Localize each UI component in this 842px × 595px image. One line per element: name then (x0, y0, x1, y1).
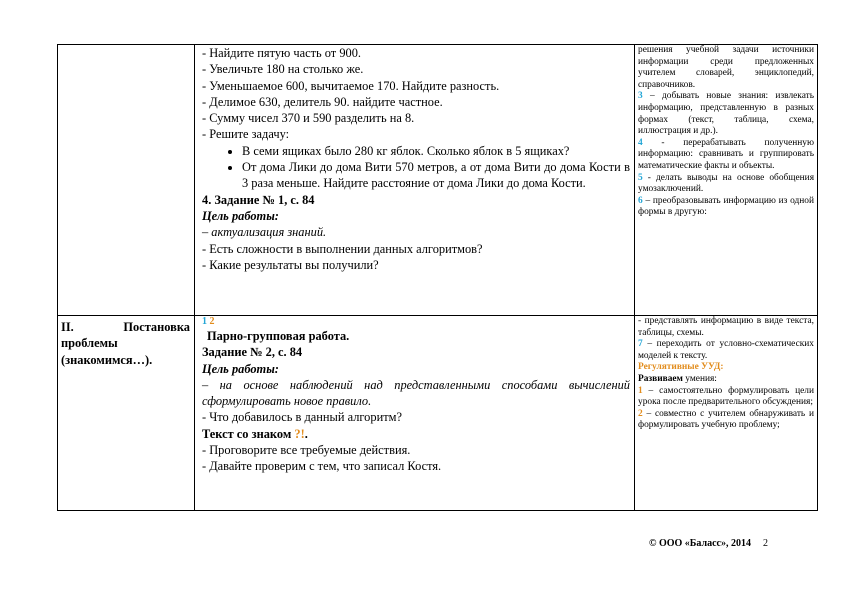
skill-paragraph (638, 173, 814, 196)
skill-paragraph (638, 91, 814, 137)
sign-line (202, 426, 630, 442)
goal-label: Цель работы: (202, 208, 279, 223)
skill-paragraph (638, 196, 814, 219)
sign-text: Текст со знаком (202, 426, 295, 441)
ref-number: 1 (202, 316, 207, 327)
goal-text: – актуализация знаний. (202, 225, 327, 240)
skill-text: – совместно с учителем обнаруживать и формулировать учебную проблему; (638, 408, 814, 431)
task-title: 4. Задание № 1, с. 84 (202, 192, 315, 207)
skill-text: – переходить от условно-схематических моделей к тексту. (638, 339, 814, 361)
question-line: - Есть сложности в выполнении данных алгоритмов? (202, 241, 483, 256)
task-line: - Найдите пятую часть от 900. (202, 46, 362, 60)
develop-line (638, 374, 814, 386)
skill-paragraph: решения учебной задачи источники информации среди предложенных учителем словарей, энциклопедий, справочников. (638, 45, 814, 90)
list-item: • В семи ящиках было 280 кг яблок. Сколько яблок в 5 ящиках? (242, 143, 630, 159)
activity-cell (195, 45, 635, 316)
task-line: - Уменьшаемое 600, вычитаемое 170. Найдите разность. (202, 78, 500, 93)
skill-number: 2 (638, 408, 643, 419)
develop-rest: умения: (682, 373, 717, 384)
skills-cell (635, 316, 818, 511)
page-number: 2 (763, 538, 768, 549)
skill-text: – преобразовывать информацию из одной формы в другую: (638, 195, 814, 218)
skill-number: 3 (638, 91, 643, 102)
skill-paragraph (638, 409, 814, 432)
task-title: Задание № 2, с. 84 (202, 345, 303, 360)
table-row (58, 45, 818, 316)
skill-number: 7 (638, 339, 643, 350)
skill-paragraph (638, 339, 814, 362)
skill-paragraph (638, 138, 814, 173)
page-footer (649, 538, 768, 549)
goal-label: Цель работы: (202, 361, 279, 376)
develop-bold: Развиваем (638, 373, 683, 384)
activity-cell (195, 316, 635, 511)
stage-line: (знакомимся…). (61, 352, 153, 367)
task-line: - Делимое 630, делитель 90. найдите частное. (202, 94, 443, 109)
skill-text: - перерабатывать полученную информацию: сравнивать и группировать математические факты и объекты. (638, 137, 814, 171)
stage-number: II. (61, 320, 74, 334)
skill-text: – самостоятельно формулировать цели урока после предварительного обсуждения; (638, 385, 814, 408)
ref-number: 2 (209, 316, 215, 327)
skills-cell (635, 45, 818, 316)
question-line: - Проговорите все требуемые действия. (202, 443, 411, 458)
stage-cell (58, 45, 195, 316)
stage-line: проблемы (61, 336, 118, 351)
task-line: - Увеличьте 180 на столько же. (202, 62, 364, 77)
skill-number: 1 (638, 385, 643, 396)
question-line: - Давайте проверим с тем, что записал Костя. (202, 459, 442, 474)
stage-cell (58, 316, 195, 511)
skill-number: 6 (638, 195, 643, 206)
skill-paragraph: - представлять информацию в виде текста, таблицы, схемы. (638, 316, 814, 338)
skill-text: - делать выводы на основе обобщения умозаключений. (638, 172, 814, 195)
task-line: - Сумму чисел 370 и 590 разделить на 8. (202, 111, 415, 126)
sign-mark: ?! (294, 426, 305, 441)
skill-refs (202, 316, 630, 328)
table-row (58, 316, 818, 511)
task-line: - Решите задачу: (202, 127, 290, 142)
list-item: • От дома Лики до дома Вити 570 метров, а от дома Вити до дома Кости в 3 раза меньше. Найдите расстояние от дома Лики до дома Кости. (242, 159, 630, 192)
lesson-table (57, 44, 818, 511)
skill-number: 5 (638, 172, 643, 183)
skill-number: 4 (638, 137, 643, 148)
uud-heading: Регулятивные УУД: (638, 362, 724, 373)
sign-end: . (304, 426, 308, 441)
stage-word: Постановка (123, 320, 190, 334)
question-line: - Что добавилось в данный алгоритм? (202, 410, 402, 425)
problem-list (202, 143, 630, 192)
question-line: - Какие результаты вы получили? (202, 257, 379, 272)
work-title: Парно-групповая работа. (207, 329, 350, 343)
stage-heading (61, 319, 190, 335)
skill-paragraph (638, 386, 814, 409)
copyright-text: © ООО «Баласс», 2014 (649, 538, 751, 549)
skill-text: – добывать новые знания: извлекать информацию, представленную в разных формах (текст, таблица, схема, иллюстрация и др.). (638, 91, 814, 137)
goal-text: – на основе наблюдений над представленными способами вычислений сформулировать новое правило. (202, 377, 630, 409)
